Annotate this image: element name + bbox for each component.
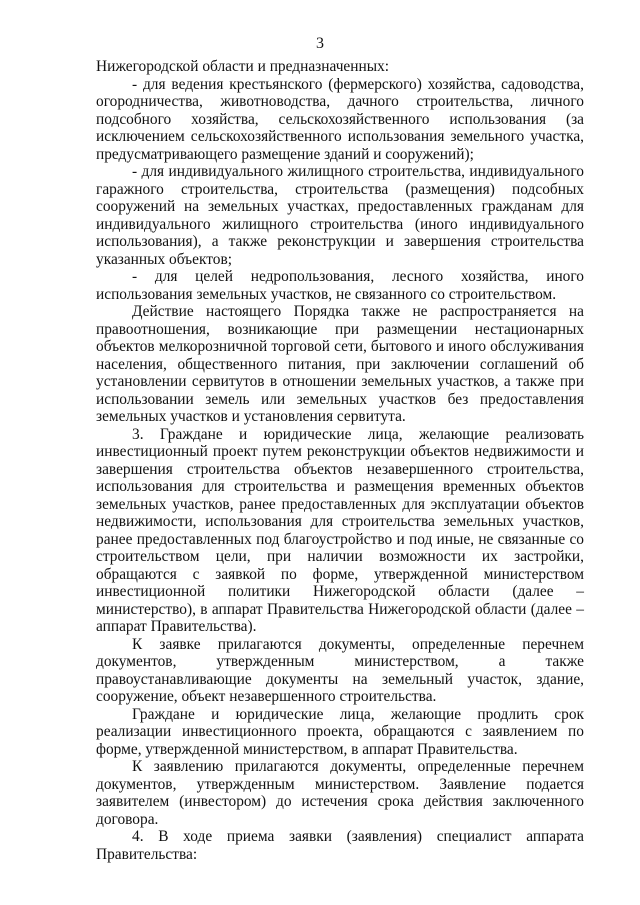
paragraph-application-documents: К заявке прилагаются документы, определенные перечнем документов, утвержденным министерством, а также правоустанавливающие документы на земельный участок, здание, сооружение, объект незавершенного строительства. xyxy=(96,635,584,705)
paragraph-extension-request: Граждане и юридические лица, желающие продлить срок реализации инвестиционного проекта, обращаются с заявлением по форме, утвержденной министерством, в аппарат Правительства. xyxy=(96,705,584,758)
paragraph-extension-documents: К заявлению прилагаются документы, определенные перечнем документов, утвержденным министерством. Заявление подается заявителем (инвестором) до истечения срока действия заключенного договора. xyxy=(96,758,584,828)
paragraph-continuation: Нижегородской области и предназначенных: xyxy=(96,58,390,75)
list-item-subsoil-forestry: - для целей недропользования, лесного хозяйства, иного использования земельных участков, не связанного со строительством. xyxy=(96,268,584,303)
paragraph-exclusions: Действие настоящего Порядка также не распространяется на правоотношения, возникающие при размещении нестационарных объектов мелкорозничной торговой сети, бытового и иного обслуживания населения, общественного питания, при заключении соглашений об установлении сервитутов в отношении земельных участков, а также при использовании земель или земельных участков без предоставления земельных участков и установления сервитута. xyxy=(96,303,584,425)
list-item-agricultural-use: - для ведения крестьянского (фермерского) хозяйства, садоводства, огородничества, животноводства, дачного строительства, личного подсобного хозяйства, сельскохозяйственного использования (за исключением сельскохозяйственного использования земельного участка, предусматривающего размещение зданий и сооружений); xyxy=(96,75,584,163)
document-body xyxy=(96,58,584,863)
page-number: 3 xyxy=(316,35,324,52)
list-item-housing-construction: - для индивидуального жилищного строительства, индивидуального гаражного строительства, строительства (размещения) подсобных сооружений на земельных участках, предоставленных гражданам для индивидуального жилищного строительства (иного индивидуального использования), а также реконструкции и завершения строительства указанных объектов; xyxy=(96,163,584,268)
paragraph-section-3: 3. Граждане и юридические лица, желающие реализовать инвестиционный проект путем реконструкции объектов недвижимости и завершения строительства объектов незавершенного строительства, использования для строительства и размещения временных объектов земельных участков, ранее предоставленных для эксплуатации объектов недвижимости, использования для строительства земельных участков, ранее предоставленных под благоустройство и под иные, не связанные со строительством цели, при наличии возможности их застройки, обращаются с заявкой по форме, утвержденной министерством инвестиционной политики Нижегородской области (далее – министерство), в аппарат Правительства Нижегородской области (далее – аппарат Правительства). xyxy=(96,425,584,635)
paragraph-section-4: 4. В ходе приема заявки (заявления) специалист аппарата Правительства: xyxy=(96,828,584,863)
